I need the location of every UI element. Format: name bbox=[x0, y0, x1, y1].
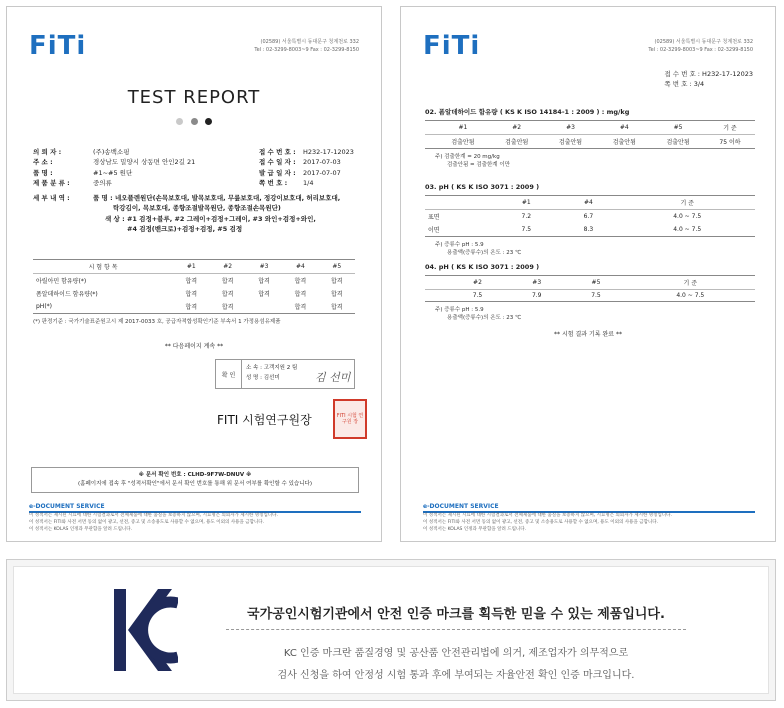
info-row: 제 품 분 류 : 중의류 bbox=[33, 179, 112, 188]
next-page-note: ** 다음페이지 계속 ** bbox=[164, 343, 224, 350]
results-summary-table: 시 험 항 목 #1 #2 #3 #4 #5 아릴아민 함유량(*) 합격 합격 합격 합격 합격 폼알데하이드 함유량(*) 합격 합격 합격 합격 합격 pH(*) 합격 합격 합격 합격 (*) 판정기준 : 국가기술표준원고시 제 2017-0033 호, 공급자적합성확인기준 부속서 1 가정용섬유제품 bbox=[33, 259, 355, 325]
dot-icon bbox=[205, 118, 212, 125]
document-confirm-box: ※ 문서 확인 번호 : CLHD-9F7W-DNUV ※ (홈페이지에 접속 후 "성적서확인"에서 문서 확인 번호를 통해 위 문서 여부를 확인할 수 있습니다) bbox=[31, 467, 359, 493]
signature: 김 선미 bbox=[315, 371, 351, 384]
test-report-page-3 bbox=[400, 6, 776, 542]
table-row: 검출안됨 검출안됨 검출안됨 검출안됨 검출안됨 75 이하 bbox=[425, 135, 755, 149]
criteria-note: (*) 판정기준 : 국가기술표준원고시 제 2017-0033 호, 공급자적합성확인기준 부속서 1 가정용섬유제품 bbox=[33, 319, 281, 325]
info-row: 접 수 일 자 : 2017-07-03 bbox=[259, 158, 341, 167]
info-row: 의 뢰 자 : (주)송백소핑 bbox=[33, 148, 130, 156]
confirm-box: 확 인 소 속 : 고객지원 2 팀 성 명 : 김선미 bbox=[215, 359, 355, 389]
test-report-page-1 bbox=[6, 6, 382, 542]
edocument-footer: e-DOCUMENT SERVICE 이 성적서는 제시된 시료에 대한 시험결과로서 전체제품에 대한 품질을 보증하지 않으며, 시료명은 의뢰자가 제시한 명칭입니다. 이 성적서는 FITI와 사전 서면 동의 없이 광고, 선전, 증고 및 소송용도로 사용할 수 없으며, 용도 이외의 사용을 금합니다. 이 성적서는 KOLAS 인정과 무관함을 알려 드립니다. bbox=[423, 503, 755, 533]
table-row: 폼알데하이드 함유량(*) 합격 합격 합격 합격 합격 bbox=[36, 291, 343, 298]
fiti-logo: FiTi bbox=[29, 31, 87, 61]
table-row: 7.5 7.9 7.5 4.0 ~ 7.5 bbox=[425, 290, 755, 302]
institute-name: FITI 시험연구원장 bbox=[217, 413, 312, 427]
formaldehyde-section: 02. 폼알데하이드 함유량 ( KS K ISO 14184-1 : 2009 ) : mg/kg #1 #2 #3 #4 #5 기 준 검출안됨 검출안됨 검출안됨 검출안됨 검출안됨 75 이하 주) 검출한계 = 20 mg/kg 검출안됨 = 검출한계 이만 bbox=[425, 107, 755, 168]
table-row: 아릴아민 함유량(*) 합격 합격 합격 합격 합격 bbox=[36, 278, 343, 285]
address-block: (02589) 서울특별시 동대문구 청계천로 332 Tel : 02-3299-8003~9 Fax : 02-3299-8150 bbox=[254, 39, 359, 53]
table-row: 표면 7.2 6.7 4.0 ~ 7.5 bbox=[428, 213, 702, 221]
kc-mark-icon bbox=[114, 589, 178, 671]
kc-certification-banner bbox=[6, 559, 776, 701]
dot-icon bbox=[176, 118, 183, 125]
info-row: 주 소 : 경상남도 밀양시 상동면 안인2길 21 bbox=[33, 158, 196, 167]
dot-icon bbox=[191, 118, 198, 125]
info-row: 발 급 일 자 : 2017-07-07 bbox=[259, 168, 341, 177]
fiti-logo: FiTi bbox=[423, 31, 481, 61]
info-row: 품 명 : #1~#5 원단 bbox=[33, 168, 133, 177]
ph-section-1: 03. pH ( KS K ISO 3071 : 2009 ) #1 #4 기 준 표면 7.2 6.7 4.0 ~ 7.5 이면 7.5 8.3 4.0 ~ 7.5 주) 증류수 pH : 5.9 용출액(증류수)의 온도 : 23 ℃ bbox=[425, 183, 755, 256]
table-row: pH(*) 합격 합격 합격 합격 bbox=[33, 300, 355, 314]
receipt-info: 접 수 번 호 : H232-17-12023 쪽 번 호 : 3/4 bbox=[664, 70, 753, 89]
info-row: 접 수 번 호 : H232-17-12023 bbox=[259, 148, 354, 156]
edocument-footer: e-DOCUMENT SERVICE 이 성적서는 제시된 시료에 대한 시험결과로서 전체제품에 대한 품질을 보증하지 않으며, 시료명은 의뢰자가 제시한 명칭입니다. 이 성적서는 FITI와 사전 서면 동의 없이 광고, 선전, 증고 및 소송용도로 사용할 수 없으며, 용도 이외의 사용을 금합니다. 이 성적서는 KOLAS 인정과 무관함을 알려 드립니다. bbox=[29, 503, 361, 533]
table-row: 이면 7.5 8.3 4.0 ~ 7.5 bbox=[425, 223, 755, 237]
page-indicator-dots bbox=[7, 117, 381, 128]
address-block: (02589) 서울특별시 동대문구 청계천로 332 Tel : 02-3299-8003~9 Fax : 02-3299-8150 bbox=[648, 39, 753, 53]
official-seal-icon: FITI 시험 연구원 장 bbox=[333, 399, 367, 439]
ph-section-2: 04. pH ( KS K ISO 3071 : 2009 ) #2 #3 #5 기 준 7.5 7.9 7.5 4.0 ~ 7.5 주) 증류수 pH : 5.9 용출액(증류수)의 온도 : 23 ℃ bbox=[425, 263, 755, 321]
detail-block: 세 부 내 역 : 품 명 : 네오플렌원단(손목보호대, 발목보호대, 무릎보호대, 정강이보호대, 허리보호대, 탁강김이, 목보호대, 종향조절발목원단, 종향조절손목원단) 색 상 : #1 검정+블루, #2 그레이+검정+그레이, #3 와인+검정+와인, #4 검정(밴크로)+검정+검정, #5 검정 bbox=[33, 194, 341, 234]
report-title: TEST REPORT bbox=[127, 87, 261, 108]
client-info bbox=[33, 147, 253, 189]
banner-description: KC 인증 마크란 품질경영 및 공산품 안전관리법에 의거, 제조업자가 의무적으로 검사 신청을 하여 안정성 시험 통과 후에 부여되는 자율안전 확인 인증 마크입니다. bbox=[277, 648, 635, 681]
info-row: 쪽 번 호 : 1/4 bbox=[259, 179, 314, 188]
receipt-info bbox=[259, 147, 369, 189]
end-note: ** 시험 결과 기록 완료 ** bbox=[554, 331, 622, 338]
divider bbox=[226, 629, 686, 630]
banner-headline: 국가공인시험기관에서 안전 인증 마크를 획득한 믿을 수 있는 제품입니다. bbox=[247, 607, 665, 622]
